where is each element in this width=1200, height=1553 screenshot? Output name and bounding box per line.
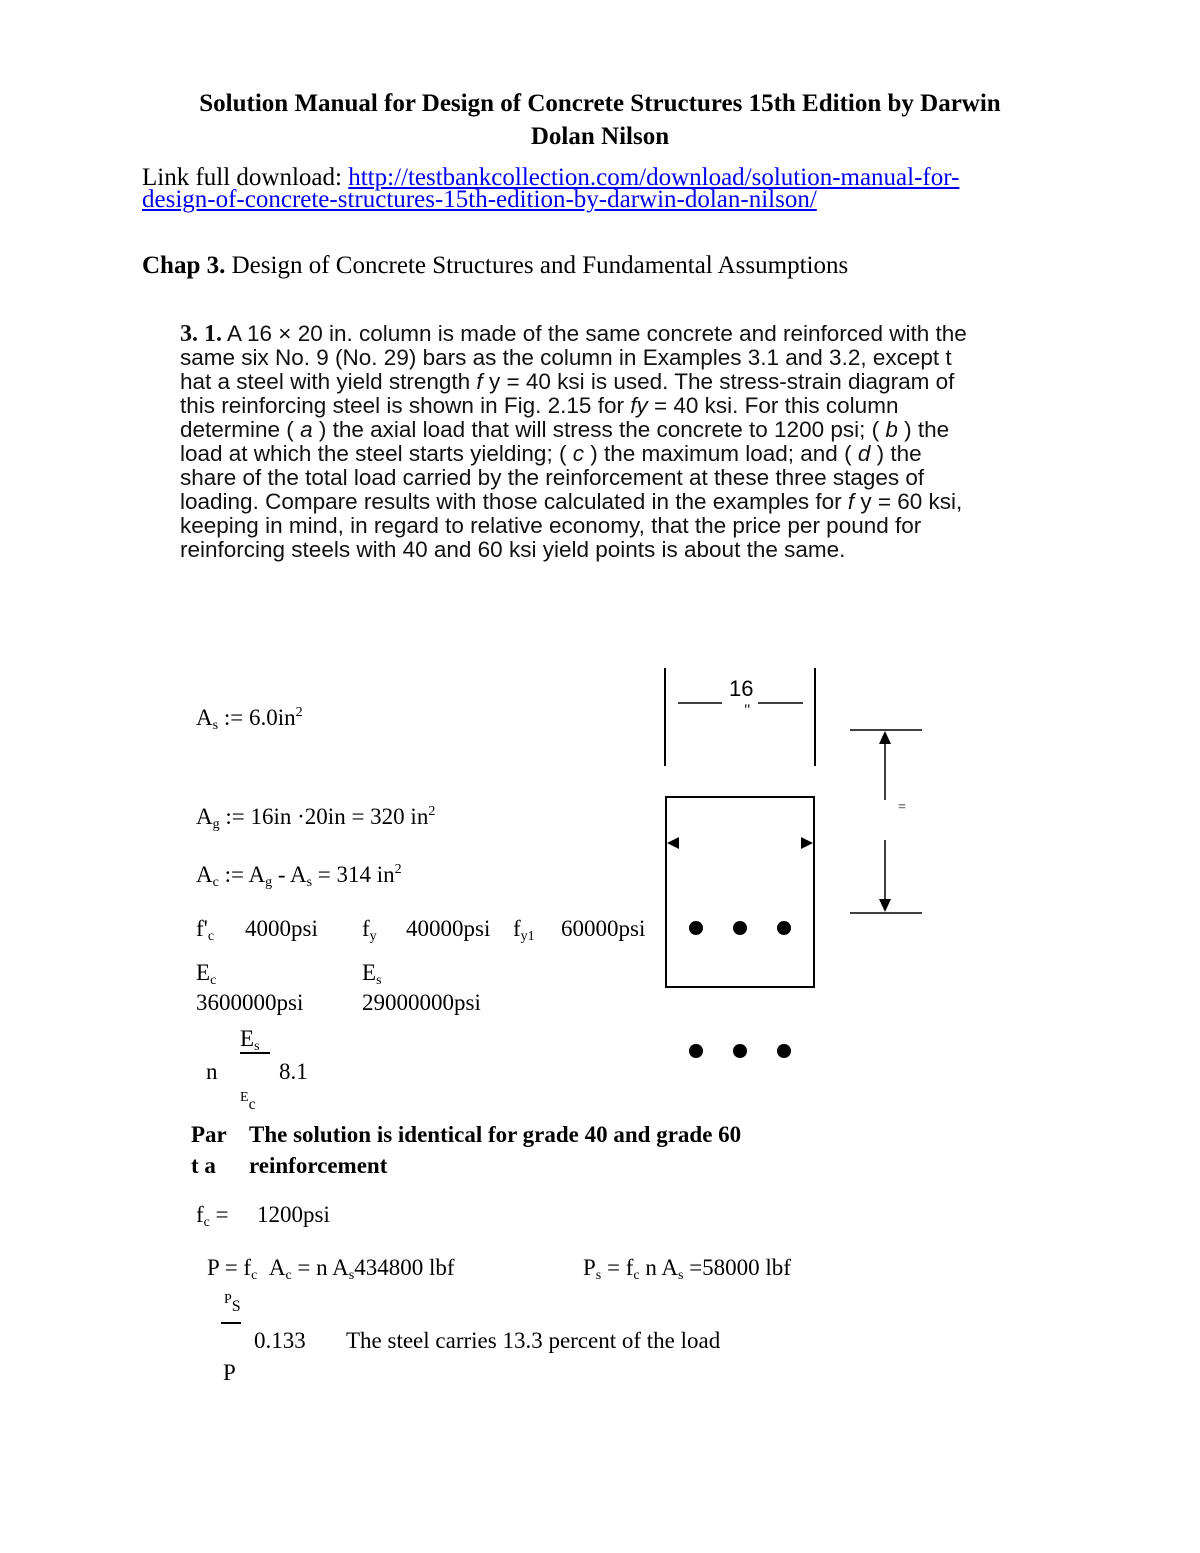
eq-sub: s: [348, 1268, 355, 1283]
share-value: 0.133: [254, 1328, 306, 1353]
eq-op: :=: [218, 705, 249, 730]
eq-symbol: A: [248, 862, 266, 887]
download-link-part-1[interactable]: http://testbankcollection.com/download/solution-manual-for-: [348, 164, 960, 191]
eq-sub: y1: [520, 929, 535, 944]
prop-fy-value: 40000psi: [406, 916, 491, 941]
problem-text: = 40 ksi. For this column determine (: [180, 393, 899, 442]
eq-result: 434800 lbf: [354, 1255, 455, 1280]
eq-sub: S: [231, 1298, 241, 1315]
eq-symbol: n: [639, 1255, 662, 1280]
eq-result: = 320 in: [345, 804, 429, 829]
part-a-text-1: The solution is identical for grade 40 and grade 60: [249, 1122, 742, 1147]
ratio-numerator: [240, 1026, 260, 1055]
ratio-lhs: n: [206, 1059, 218, 1084]
column-outline: [666, 797, 814, 987]
eq-sub: s: [212, 718, 219, 733]
eq-ac: [196, 862, 402, 891]
fraction-bar: [240, 1052, 270, 1054]
arrow-down-icon: [879, 899, 891, 912]
eq-sub: c: [251, 1268, 258, 1283]
eq-symbol: A: [289, 862, 307, 887]
problem-var: fy: [630, 393, 648, 418]
part-a-label-1: Par: [191, 1122, 227, 1147]
eq-sub: c: [248, 1096, 256, 1113]
problem-number: 3. 1.: [180, 321, 222, 347]
width-dim-label: 16: [729, 676, 754, 701]
prop-fy: [362, 916, 377, 945]
problem-var: d: [857, 441, 871, 466]
eq-sup: 2: [428, 804, 436, 819]
eq-sup: 2: [295, 705, 303, 720]
eq-symbol: P: [583, 1255, 596, 1280]
eq-symbol: E: [240, 1026, 255, 1051]
rebar-dot: [777, 921, 791, 935]
eq-op: :=: [219, 804, 251, 829]
eq-op: =: [209, 1202, 229, 1227]
eq-result: =58000 lbf: [683, 1255, 791, 1280]
fraction-bar: [221, 1322, 241, 1324]
prop-es: [362, 960, 382, 989]
eq-symbol: n: [316, 1255, 333, 1280]
ratio-denominator: [240, 1088, 256, 1113]
eq-symbol: P: [224, 1292, 232, 1307]
eq-sup: 2: [394, 862, 402, 877]
problem-text: A 16 × 20 in. column is made of the same concrete and reinforced with the same six No. 9 (No. 29) bars as the column in Examples 3.1 and 3.2, except t hat a steel with yield strength: [180, 321, 967, 394]
part-a-text-2: reinforcement: [249, 1153, 388, 1178]
share-denominator: P: [223, 1360, 236, 1385]
eq-as: [196, 705, 303, 734]
eq-sub: s: [376, 973, 382, 988]
eq-ag: [196, 804, 435, 833]
eq-op: =: [291, 1255, 317, 1280]
eq-sub: s: [677, 1268, 684, 1283]
prop-fc: [196, 916, 214, 945]
prop-ec: [196, 960, 216, 989]
eq-result: = 314 in: [312, 862, 395, 887]
width-dim-unit: ": [744, 702, 751, 719]
download-link-part-2[interactable]: design-of-concrete-structures-15th-edition-by-darwin-dolan-nilson/: [142, 186, 817, 213]
problem-var: b: [885, 417, 898, 442]
eq-symbol: P =: [207, 1255, 244, 1280]
prop-fy1-value: 60000psi: [561, 916, 646, 941]
eq-symbol: f: [243, 1255, 252, 1280]
problem-text: ) the share of the total load carried by the reinforcement at these three stages of loading. Compare results with those calculated in the examples for: [180, 441, 925, 514]
title-line-2: Dolan Nilson: [530, 123, 670, 150]
eq-value: 16in ·20in: [250, 804, 346, 829]
arrow-right-icon: [801, 837, 813, 849]
eq-op: -: [272, 862, 290, 887]
eq-symbol: A: [196, 705, 213, 730]
problem-var: a: [300, 417, 313, 442]
problem-text: ) the maximum load; and (: [583, 441, 858, 466]
link-label: Link full download:: [142, 164, 349, 191]
problem-text: y = 40 ksi is used. The stress-strain diagram of this reinforcing steel is shown in Fig. 2.15 for: [180, 369, 955, 418]
rebar-dot: [733, 921, 747, 935]
prop-fy1: [513, 916, 535, 945]
rebar-dot: [689, 1044, 703, 1058]
rebar-dot: [689, 921, 703, 935]
prop-fc-value: 4000psi: [245, 916, 318, 941]
prop-es-value: 29000000psi: [362, 990, 481, 1015]
eq-sub: s: [595, 1268, 602, 1283]
eq-ps: [583, 1255, 791, 1284]
eq-symbol: A: [196, 804, 213, 829]
share-numerator: [224, 1290, 241, 1315]
rebar-dot: [733, 1044, 747, 1058]
prop-ec-value: 3600000psi: [196, 990, 304, 1015]
eq-sub: c: [633, 1268, 640, 1283]
part-a-label-2: t a: [191, 1153, 216, 1178]
problem-text: ) the load at which the steel starts yielding; (: [180, 417, 950, 466]
eq-symbol: f: [196, 1202, 204, 1227]
eq-symbol: A: [268, 1255, 286, 1280]
eq-p: [207, 1255, 455, 1284]
eq-sub: s: [306, 875, 313, 890]
eq-sub: c: [210, 973, 217, 988]
problem-var: f: [476, 369, 483, 394]
eq-symbol: E: [362, 960, 377, 985]
problem-text: ) the axial load that will stress the concrete to 1200 psi; (: [312, 417, 886, 442]
eq-fc: [196, 1202, 229, 1231]
eq-symbol: A: [661, 1255, 678, 1280]
eq-symbol: A: [196, 862, 213, 887]
eq-sub: c: [207, 929, 215, 944]
problem-var: c: [572, 441, 584, 466]
eq-sub: c: [203, 1215, 210, 1230]
eq-symbol: f: [513, 916, 521, 941]
arrow-up-icon: [879, 731, 891, 744]
arrow-left-icon: [667, 837, 679, 849]
share-text: The steel carries 13.3 percent of the load: [346, 1328, 721, 1353]
problem-text: y = 60 ksi, keeping in mind, in regard to relative economy, that the price per pound for reinforcing steels with 40 and 60 ksi yield points is about the same.: [180, 489, 963, 562]
eq-symbol: f': [196, 916, 208, 941]
eq-sub: s: [254, 1039, 260, 1054]
chapter-title: Design of Concrete Structures and Fundamental Assumptions: [225, 252, 849, 279]
eq-sub: y: [369, 929, 377, 944]
rebar-dot: [777, 1044, 791, 1058]
eq-fc-value: 1200psi: [257, 1202, 330, 1227]
eq-symbol: f: [625, 1255, 634, 1280]
eq-sub: c: [285, 1268, 292, 1283]
eq-sub: g: [265, 875, 273, 890]
eq-symbol: E: [196, 960, 211, 985]
chapter-label: Chap 3.: [142, 252, 226, 279]
eq-sub: c: [212, 875, 219, 890]
eq-symbol: A: [332, 1255, 349, 1280]
title-line-1: Solution Manual for Design of Concrete Structures 15th Edition by Darwin: [199, 90, 1001, 117]
height-dim-label: =: [898, 800, 906, 815]
eq-sub: g: [212, 817, 220, 832]
eq-symbol: E: [240, 1090, 249, 1105]
eq-op: =: [601, 1255, 626, 1280]
eq-symbol: f: [362, 916, 370, 941]
eq-value: 6.0in: [248, 705, 296, 730]
ratio-value: 8.1: [279, 1059, 308, 1084]
problem-var: f: [847, 489, 855, 514]
eq-op: :=: [218, 862, 249, 887]
